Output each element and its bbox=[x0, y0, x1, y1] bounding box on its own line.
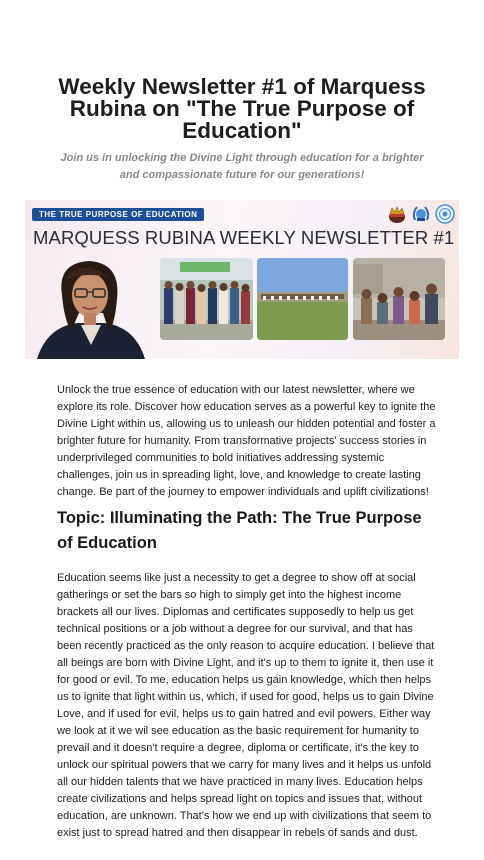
newsletter-banner bbox=[25, 200, 459, 359]
laurel-emblem-icon bbox=[411, 204, 431, 224]
children-photo bbox=[353, 258, 445, 340]
crown-badge-icon bbox=[387, 204, 407, 224]
field-photo bbox=[257, 258, 348, 340]
page-title: Weekly Newsletter #1 of Marquess Rubina on "The True Purpose of Education" bbox=[58, 74, 426, 143]
group-photo bbox=[160, 258, 253, 340]
portrait-photo bbox=[37, 253, 145, 359]
banner-heading: MARQUESS RUBINA WEEKLY NEWSLETTER #1 bbox=[33, 227, 455, 248]
page-subtitle: Join us in unlocking the Divine Light through education for a brighter and compassionate future for our generations! bbox=[60, 152, 424, 181]
intro-paragraph: Unlock the true essence of education with our latest newsletter, where we explore its role. Discover how education serves as a powerful key to ignite the Divine Light within us, allowing us to unleash our hidden potential and foster a brighter future for humanity. From transformative projects' success stories in underprivileged communities to bold initiatives addressing systemic challenges, join us in spreading light, love, and knowledge to create lasting change. Be part of the journey to empower individuals and uplift civilizations! bbox=[57, 384, 436, 498]
topic-heading: Topic: Illuminating the Path: The True Purpose of Education bbox=[57, 509, 422, 552]
banner-tag: THE TRUE PURPOSE OF EDUCATION bbox=[32, 208, 204, 221]
topic-body-paragraph: Education seems like just a necessity to get a degree to show off at social gatherings or set the bars so high to simply get into the highest income brackets all our lives. Diplomas and certificates supposedly to help us get technical positions or a job without a degree for our survival, and that has been recently practiced as the only reason to acquire education. I believe that all beings are born with Divine Light, and it's up to them to ignite it, then use it for good or evil. To me, education helps us gain knowledge, which then helps us to ignite that light within us, which, if used for good, helps us to gain Divine Love, and if used for evil, helps us to gain hatred and evil powers. Either way we look at it we wil see education as the basic requirement for humanity to prevail and it doesn't require a degree, diploma or certificate, it's the key to unlock our spiritual powers that we carry for many lives and it helps us unfold all our hidden talents that we have practiced in many lives. Education helps create civilizations and helps spread light on topics and issues that, without education, are unknown. That's how we end up with civilizations that seem to exist just to spread hatred and then disappear in rebels of sands and dust. bbox=[57, 572, 435, 839]
circular-seal-icon bbox=[435, 204, 455, 224]
